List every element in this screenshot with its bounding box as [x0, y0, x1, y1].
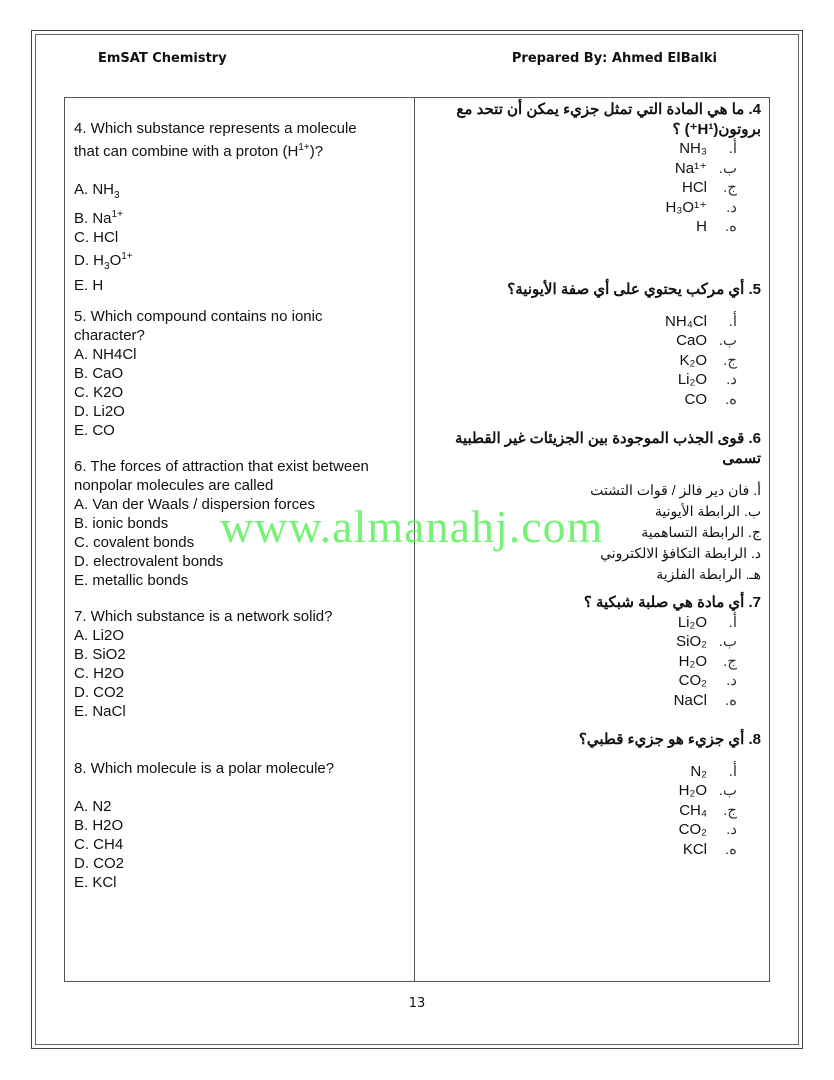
q5-arabic: [431, 280, 761, 409]
q4-option-e: E. H: [74, 277, 104, 294]
q7-option-d: D. CO2: [74, 684, 125, 701]
q8-option-c: C. CH4: [74, 836, 124, 853]
q7-english: [74, 607, 332, 721]
q7-option-e: E. NaCl: [74, 703, 126, 720]
q7-arabic: [431, 593, 761, 710]
q5-stem-line1: 5. Which compound contains no ionic: [74, 308, 323, 325]
q8-ar-option: أ. N₂: [690, 762, 737, 780]
q4-ar-option: ه. H: [696, 218, 737, 235]
q8-ar-title: 8. أي جزيء هو جزيء قطبي؟: [578, 731, 761, 748]
page-number: 13: [408, 996, 426, 1011]
q6-ar-option: د. الرابطة التكافؤ الالكتروني: [600, 545, 761, 561]
q6-ar-option: أ. فان دير فالز / قوات التشتت: [590, 482, 761, 498]
q8-option-b: B. H2O: [74, 817, 124, 834]
q4-ar-title-line1: 4. ما هي المادة التي تمثل جزيء يمكن أن تتحد مع: [456, 101, 761, 118]
q7-option-a: A. Li2O: [74, 627, 125, 644]
q6-ar-option: ب. الرابطة الأيونية: [654, 503, 761, 519]
q7-ar-option: ب. SiO₂: [676, 633, 737, 650]
q6-option-d: D. electrovalent bonds: [74, 553, 224, 570]
q7-option-b: B. SiO2: [74, 646, 126, 663]
q7-option-c: C. H2O: [74, 665, 125, 682]
q5-ar-title: 5. أي مركب يحتوي على أي صفة الأيونية؟: [507, 281, 761, 298]
q7-ar-option: د. CO₂: [678, 672, 737, 689]
q6-option-a: A. Van der Waals / dispersion forces: [74, 496, 315, 513]
q6-option-c: C. covalent bonds: [74, 534, 195, 551]
q4-ar-option: ب. Na¹⁺: [674, 159, 737, 177]
q4-option-c: C. HCl: [74, 229, 119, 246]
q8-option-d: D. CO2: [74, 855, 125, 872]
q5-ar-option: ج. K₂O: [679, 351, 737, 369]
q6-option-e: E. metallic bonds: [74, 572, 189, 589]
q5-option-b: B. CaO: [74, 365, 124, 382]
q8-english: [74, 759, 334, 892]
watermark: www.almanahj.com: [220, 501, 604, 552]
q4-option-d: D. $H_3O^{1+}$: [74, 251, 133, 272]
q8-ar-option: ج. CH₄: [679, 801, 737, 819]
q4-english: [74, 119, 357, 295]
q4-ar-option: ج. HCl: [682, 179, 737, 196]
q8-option-e: E. KCl: [74, 874, 117, 891]
header-author: Prepared By: Ahmed ElBalki: [511, 51, 717, 66]
q5-ar-option: أ. NH₄Cl: [665, 312, 737, 330]
q5-option-d: D. Li2O: [74, 403, 125, 420]
q6-ar-option: ج. الرابطة التساهمية: [641, 524, 761, 540]
q4-option-b: B. $Na^{1+}$: [74, 209, 123, 227]
q4-ar-option: أ. NH₃: [679, 140, 737, 157]
q5-option-e: E. CO: [74, 422, 115, 439]
q5-english: [74, 307, 322, 440]
q5-stem-line2: character?: [74, 327, 145, 344]
q8-arabic: [431, 730, 761, 859]
q4-ar-title-line2: بروتون(H¹⁺) ؟: [672, 120, 761, 138]
q5-option-c: C. K2O: [74, 384, 124, 401]
q7-ar-title: 7. أي مادة هي صلبة شبكية ؟: [583, 594, 761, 611]
q6-stem-line1: 6. The forces of attraction that exist between: [74, 458, 369, 475]
q5-ar-option: ب. CaO: [676, 332, 737, 349]
q7-stem: 7. Which substance is a network solid?: [74, 608, 333, 625]
q7-ar-option: أ. Li₂O: [677, 613, 737, 631]
q6-ar-title: 6. قوى الجذب الموجودة بين الجزيئات غير القطبية تسمى: [454, 430, 761, 467]
q8-ar-option: د. CO₂: [678, 821, 737, 838]
q8-ar-option: ب. H₂O: [678, 782, 737, 799]
q4-ar-option: د. H₃O¹⁺: [665, 198, 737, 216]
q5-option-a: A. NH4Cl: [74, 346, 137, 363]
q5-ar-option: د. Li₂O: [677, 371, 737, 388]
q6-stem-line2: nonpolar molecules are called: [74, 477, 274, 494]
header-subject: EmSAT Chemistry: [98, 51, 227, 66]
q6-option-b: B. ionic bonds: [74, 515, 169, 532]
q4-stem-line1: 4. Which substance represents a molecule: [74, 120, 357, 137]
q4-option-a: A. $NH_3$: [74, 181, 120, 201]
q7-ar-option: ج. H₂O: [678, 652, 737, 670]
q4-arabic: [431, 100, 761, 237]
q6-ar-option: هـ. الرابطة الفلزية: [656, 566, 761, 582]
q5-ar-option: ه. CO: [684, 390, 737, 408]
q4-stem-line2: that can combine with a proton $(H^{1+})$?: [74, 142, 324, 160]
q8-option-a: A. N2: [74, 798, 112, 815]
q8-stem: 8. Which molecule is a polar molecule?: [74, 760, 335, 777]
q8-ar-option: ه. KCl: [682, 840, 737, 858]
q7-ar-option: ه. NaCl: [673, 691, 737, 709]
